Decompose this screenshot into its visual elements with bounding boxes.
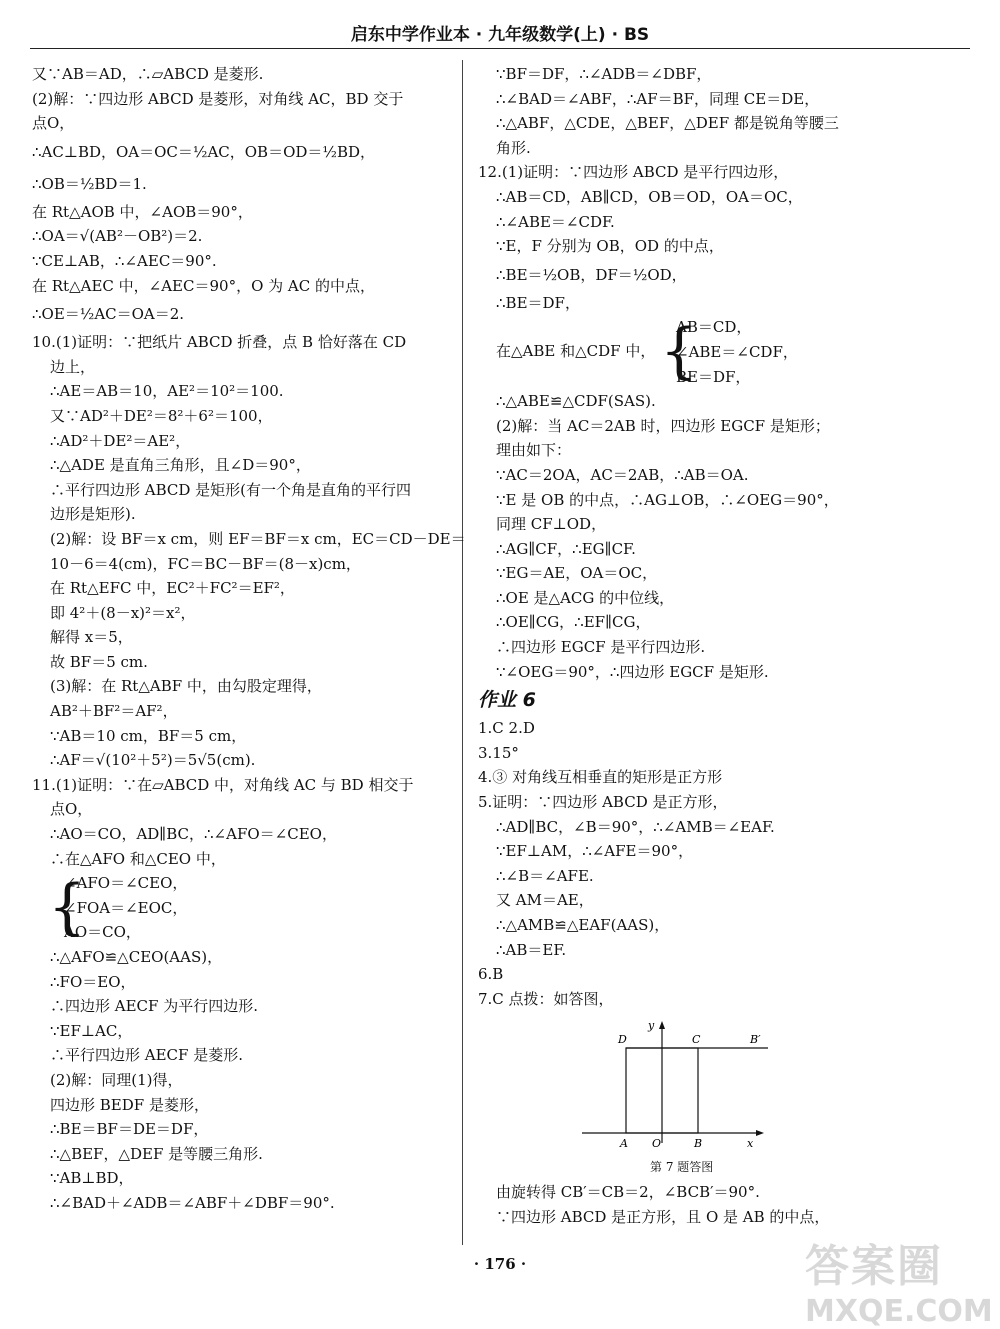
section-heading: 作业 6 bbox=[478, 689, 536, 712]
figure-caption: 第 7 题答图 bbox=[650, 1160, 714, 1174]
text-line: ∴AG∥CF，∴EG∥CF. bbox=[496, 539, 636, 558]
text-line: ∴BE＝BF＝DE＝DF， bbox=[50, 1120, 209, 1139]
text-line: 理由如下： bbox=[496, 441, 572, 460]
right-column bbox=[478, 62, 958, 1011]
text-line: 在△ABE 和△CDF 中， bbox=[496, 342, 656, 361]
text-line: 在 Rt△AOB 中，∠AOB＝90°， bbox=[32, 202, 253, 221]
text-line: ∵BF＝DF，∴∠ADB＝∠DBF， bbox=[496, 65, 712, 83]
page-number: · 176 · bbox=[473, 1255, 527, 1273]
text-line: 在 Rt△EFC 中，EC²＋FC²＝EF²， bbox=[50, 579, 295, 598]
text-line: ∴BE＝½OB，DF＝½OD， bbox=[496, 265, 687, 284]
text-line: 又∵AD²＋DE²＝8²＋6²＝100， bbox=[50, 406, 273, 425]
text-line: ∴AC⊥BD，OA＝OC＝½AC，OB＝OD＝½BD， bbox=[32, 142, 375, 161]
text-line: ∴AE＝AB＝10，AE²＝10²＝100. bbox=[50, 382, 284, 401]
left-column bbox=[32, 62, 466, 1216]
coordinate-figure bbox=[578, 1015, 768, 1150]
text-line: 即 4²＋(8－x)²＝x²， bbox=[50, 603, 196, 622]
text-line: (2)解：当 AC＝2AB 时，四边形 EGCF 是矩形； bbox=[496, 416, 830, 435]
text-line: (2)解：∵四边形 ABCD 是菱形，对角线 AC，BD 交于 bbox=[32, 89, 404, 108]
text-line: ∴△AFO≌△CEO(AAS)， bbox=[50, 948, 223, 966]
column-divider bbox=[462, 60, 463, 1245]
brace-symbol: { bbox=[48, 872, 87, 943]
text-line: ∴OE∥CG，∴EF∥CG， bbox=[496, 613, 651, 632]
text-line: ∴OB＝½BD＝1. bbox=[32, 174, 147, 193]
text-line: 4.③ 对角线互相垂直的矩形是正方形 bbox=[478, 768, 723, 787]
text-line: 在 Rt△AEC 中，∠AEC＝90°，O 为 AC 的中点， bbox=[32, 276, 375, 295]
brace-group bbox=[478, 315, 958, 389]
text-line: ∠ABE＝∠CDF， bbox=[676, 342, 798, 361]
text-line: 3.15° bbox=[478, 743, 519, 762]
x-axis-arrow bbox=[756, 1130, 764, 1136]
text-line: ∴∠BAD＋∠ADB＝∠ABF＋∠DBF＝90°. bbox=[50, 1193, 335, 1212]
page-header: 启东中学作业本 · 九年级数学(上) · BS bbox=[350, 25, 650, 45]
label-c: C bbox=[692, 1033, 701, 1046]
text-line: 点O， bbox=[32, 114, 75, 133]
text-line: ∵E，F 分别为 OB，OD 的中点， bbox=[496, 237, 724, 256]
text-line: ∴∠B＝∠AFE. bbox=[496, 866, 594, 885]
header-rule bbox=[30, 48, 970, 49]
text-line: 又 AM＝AE， bbox=[496, 891, 594, 910]
text-line: ∴OE 是△ACG 的中位线， bbox=[496, 588, 675, 607]
text-line: BE＝DF， bbox=[676, 367, 751, 386]
right-column-tail bbox=[478, 1180, 958, 1229]
text-line: ∠FOA＝∠EOC， bbox=[64, 898, 188, 917]
text-line: 10.(1)证明：∵把纸片 ABCD 折叠，点 B 恰好落在 CD bbox=[32, 333, 407, 352]
watermark-top: 答案圈 bbox=[805, 1241, 943, 1292]
text-line: ∵AC＝2OA，AC＝2AB，∴AB＝OA. bbox=[496, 465, 749, 484]
text-line: AO＝CO， bbox=[64, 923, 141, 942]
text-line: ∵四边形 ABCD 是正方形，且 O 是 AB 的中点， bbox=[496, 1207, 830, 1226]
text-line: ∴四边形 AECF 为平行四边形. bbox=[50, 997, 258, 1016]
text-line: ∵∠OEG＝90°，∴四边形 EGCF 是矩形. bbox=[496, 662, 769, 681]
label-x: x bbox=[747, 1137, 754, 1150]
text-line: 解得 x＝5， bbox=[50, 628, 133, 647]
text-line: (3)解：在 Rt△ABF 中，由勾股定理得， bbox=[50, 677, 322, 696]
text-line: 边形是矩形). bbox=[50, 505, 136, 524]
brace-symbol: { bbox=[660, 316, 699, 387]
y-axis-arrow bbox=[659, 1021, 665, 1029]
text-line: (2)解：同理(1)得， bbox=[50, 1070, 183, 1089]
text-line: 11.(1)证明：∵在▱ABCD 中，对角线 AC 与 BD 相交于 bbox=[32, 775, 414, 794]
text-line: 角形. bbox=[496, 138, 531, 157]
text-line: 7.C 点拨：如答图， bbox=[478, 989, 614, 1008]
text-line: ∴△ABE≌△CDF(SAS). bbox=[496, 392, 656, 411]
label-o: O bbox=[652, 1137, 662, 1150]
text-line: ∵E 是 OB 的中点，∴AG⊥OB，∴∠OEG＝90°， bbox=[496, 490, 839, 509]
text-line: ∴∠BAD＝∠ABF，∴AF＝BF，同理 CE＝DE， bbox=[496, 89, 820, 108]
text-line: ∠AFO＝∠CEO， bbox=[64, 874, 188, 893]
text-line: 又∵AB＝AD，∴▱ABCD 是菱形. bbox=[32, 65, 264, 83]
text-line: ∴平行四边形 ABCD 是矩形(有一个角是直角的平行四 bbox=[50, 480, 412, 499]
text-line: 6.B bbox=[478, 965, 504, 984]
text-line: AB²＋BF²＝AF²， bbox=[50, 702, 178, 721]
text-line: ∴△AMB≌△EAF(AAS)， bbox=[496, 916, 670, 934]
text-line: ∴△ABF，△CDE，△BEF，△DEF 都是锐角等腰三 bbox=[496, 114, 839, 133]
text-line: ∴BE＝DF， bbox=[496, 293, 580, 312]
text-line: ∵EG＝AE，OA＝OC， bbox=[496, 564, 658, 583]
text-line: 12.(1)证明：∵四边形 ABCD 是平行四边形， bbox=[478, 163, 789, 182]
text-line: ∴OA＝√(AB²－OB²)＝2. bbox=[32, 227, 203, 246]
text-line: ∵AB＝10 cm，BF＝5 cm， bbox=[50, 726, 247, 745]
text-line: 四边形 BEDF 是菱形， bbox=[50, 1095, 209, 1114]
label-b: B bbox=[694, 1137, 703, 1150]
text-line: ∵CE⊥AB，∴∠AEC＝90°. bbox=[32, 251, 217, 270]
text-line: 1.C 2.D bbox=[478, 719, 535, 738]
text-line: 边上， bbox=[50, 357, 96, 376]
text-line: ∴△BEF，△DEF 是等腰三角形. bbox=[50, 1144, 263, 1163]
brace-group bbox=[32, 871, 447, 945]
text-line: 故 BF＝5 cm. bbox=[50, 652, 148, 671]
watermark-bottom: MXQE.COM bbox=[805, 1294, 993, 1329]
text-line: ∴△ADE 是直角三角形，且∠D＝90°， bbox=[50, 456, 311, 475]
text-line: ∴在△AFO 和△CEO 中， bbox=[50, 849, 226, 868]
label-a: A bbox=[620, 1137, 628, 1150]
text-line: ∴AD∥BC，∠B＝90°，∴∠AMB＝∠EAF. bbox=[496, 817, 775, 836]
text-line: ∴AD²＋DE²＝AE²， bbox=[50, 431, 191, 450]
label-y: y bbox=[648, 1019, 655, 1032]
text-line: 5.证明：∵四边形 ABCD 是正方形， bbox=[478, 793, 728, 812]
text-line: ∴AF＝√(10²＋5²)＝5√5(cm). bbox=[50, 751, 256, 770]
text-line: ∴四边形 EGCF 是平行四边形. bbox=[496, 638, 706, 657]
text-line: (2)解：设 BF＝x cm，则 EF＝BF＝x cm，EC＝CD－DE＝ bbox=[50, 529, 466, 548]
text-line: ∴AB＝CD，AB∥CD，OB＝OD，OA＝OC， bbox=[496, 187, 803, 206]
label-b-prime: B′ bbox=[750, 1033, 761, 1046]
text-line: 10－6＝4(cm)，FC＝BC－BF＝(8－x)cm， bbox=[50, 554, 361, 573]
text-line: ∴AO＝CO，AD∥BC，∴∠AFO＝∠CEO， bbox=[50, 825, 337, 844]
text-line: ∵AB⊥BD， bbox=[50, 1169, 134, 1188]
text-line: ∴∠ABE＝∠CDF. bbox=[496, 212, 615, 231]
text-line: AB＝CD， bbox=[676, 318, 752, 337]
text-line: ∴平行四边形 AECF 是菱形. bbox=[50, 1046, 243, 1065]
text-line: ∴OE＝½AC＝OA＝2. bbox=[32, 305, 185, 324]
text-line: 由旋转得 CB′＝CB＝2，∠BCB′＝90°. bbox=[496, 1183, 760, 1201]
text-line: 点O， bbox=[50, 800, 93, 819]
text-line: 同理 CF⊥OD， bbox=[496, 515, 607, 534]
text-line: ∴FO＝EO， bbox=[50, 972, 136, 991]
text-line: ∵EF⊥AM，∴∠AFE＝90°， bbox=[496, 842, 694, 861]
label-d: D bbox=[618, 1033, 627, 1046]
text-line: ∵EF⊥AC， bbox=[50, 1021, 133, 1040]
text-line: ∴AB＝EF. bbox=[496, 940, 567, 959]
watermark-logo bbox=[805, 1230, 995, 1329]
